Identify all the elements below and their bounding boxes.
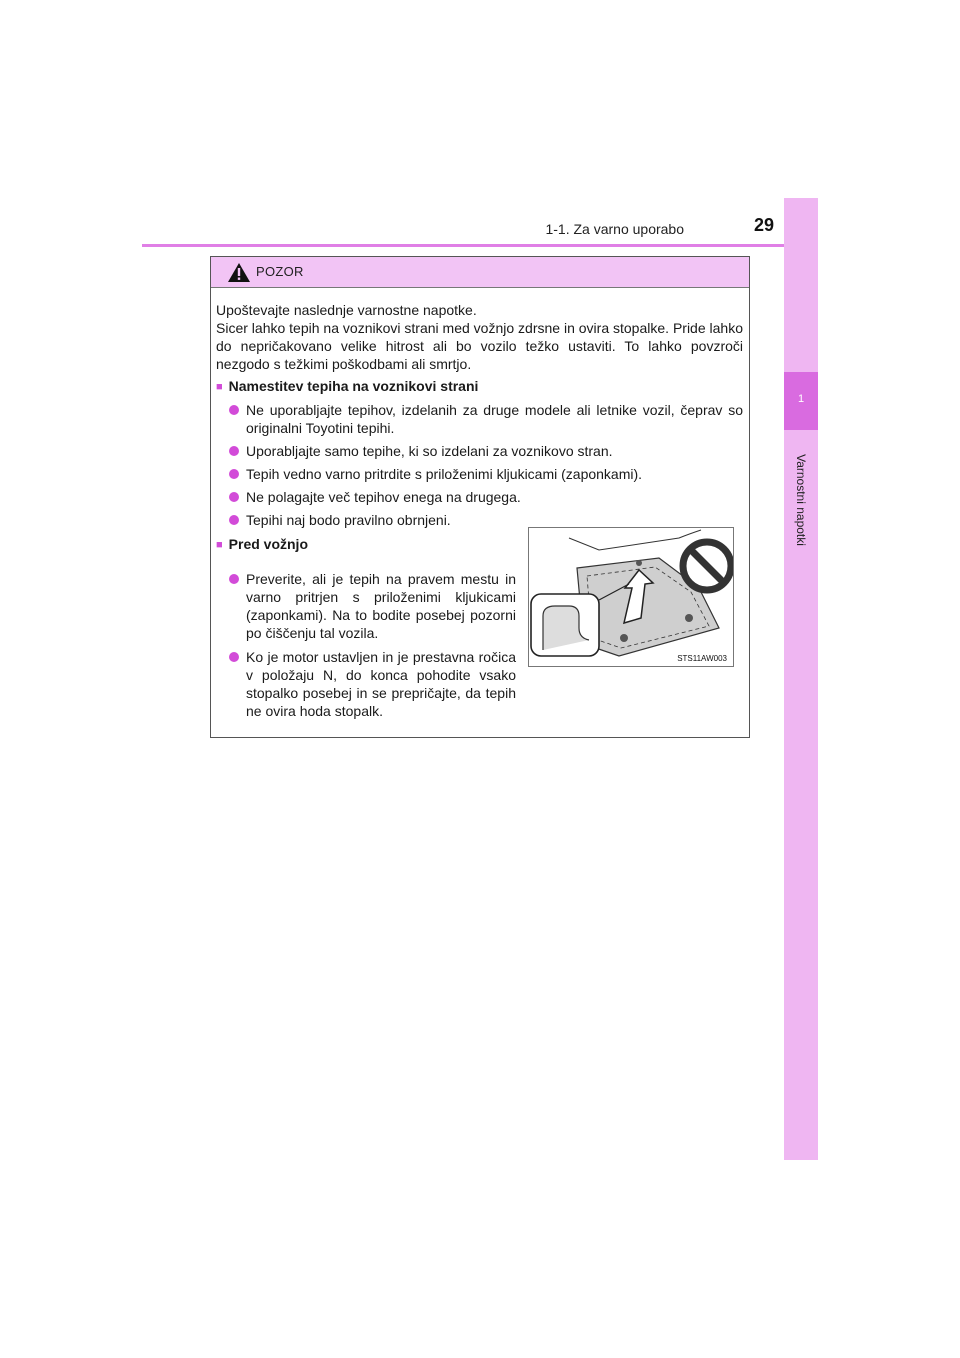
section-heading-mat-installation: ■ Namestitev tepiha na voznikovi strani bbox=[216, 378, 479, 394]
intro-paragraph: Sicer lahko tepih na voznikovi strani med vožnjo zdrsne in ovira stopalke. Pride lahko do nepričakovano velike hitrost ali bo vozilo težko ustaviti. To lahko povzroči nezgodo s težkimi poškodbami ali smrtjo. bbox=[216, 320, 743, 372]
square-bullet-icon: ■ bbox=[216, 381, 223, 393]
bullet-dot-icon bbox=[229, 446, 239, 456]
warning-box bbox=[210, 256, 750, 738]
before-driving-bullets bbox=[216, 560, 516, 726]
bullet-item: Uporabljajte samo tepihe, ki so izdelani za voznikovo stran. bbox=[216, 442, 743, 460]
bullet-dot-icon bbox=[229, 515, 239, 525]
intro-line: Upoštevajte naslednje varnostne napotke. bbox=[216, 302, 477, 318]
header-rule bbox=[142, 244, 818, 247]
illustration-code: STS11AW003 bbox=[677, 654, 727, 663]
bullet-item: Tepihi naj bodo pravilno obrnjeni. bbox=[216, 511, 743, 529]
bullet-dot-icon bbox=[229, 574, 239, 584]
bullet-dot-icon bbox=[229, 469, 239, 479]
section-heading-before-driving: ■ Pred vožnjo bbox=[216, 536, 309, 552]
bullet-item: Ne uporabljajte tepihov, izdelanih za druge modele ali letnike vozil, čeprav so originalni Toyotini tepihi. bbox=[216, 401, 743, 437]
bullet-item: Tepih vedno varno pritrdite s priloženimi kljukicami (zaponkami). bbox=[216, 465, 743, 483]
warning-header bbox=[211, 257, 749, 288]
chapter-number: 1 bbox=[797, 393, 805, 405]
bullet-dot-icon bbox=[229, 652, 239, 662]
bullet-item: Ne polagajte več tepihov enega na drugega. bbox=[216, 488, 743, 506]
square-bullet-icon: ■ bbox=[216, 539, 223, 551]
floor-mat-drawing bbox=[529, 528, 733, 666]
bullet-dot-icon bbox=[229, 492, 239, 502]
mat-hook-icon bbox=[636, 560, 642, 566]
bullet-item: Ko je motor ustavljen in je prestavna ročica v položaju N, do konca pohodite vsako stopalko posebej in se prepričajte, da tepih ne ovira hoda stopalk. bbox=[216, 648, 516, 720]
warning-triangle-icon bbox=[228, 263, 250, 282]
bullet-dot-icon bbox=[229, 405, 239, 415]
prohibited-icon bbox=[683, 542, 731, 590]
chapter-label: Varnostni napotki bbox=[794, 454, 808, 546]
mat-hook-icon bbox=[685, 614, 693, 622]
page-number: 29 bbox=[753, 215, 774, 235]
warning-body bbox=[211, 288, 749, 737]
section-title: 1-1. Za varno uporabo bbox=[545, 221, 684, 237]
warning-title: POZOR bbox=[256, 264, 304, 279]
bullet-item: Preverite, ali je tepih na pravem mestu in varno pritrjen s priloženimi kljukicami (zaponkami). Na to bodite posebej pozorni po čiščenju tal vozila. bbox=[216, 570, 516, 642]
mat-hook-icon bbox=[620, 634, 628, 642]
floor-mat-illustration bbox=[528, 527, 734, 667]
chapter-side-tab bbox=[784, 198, 818, 1160]
